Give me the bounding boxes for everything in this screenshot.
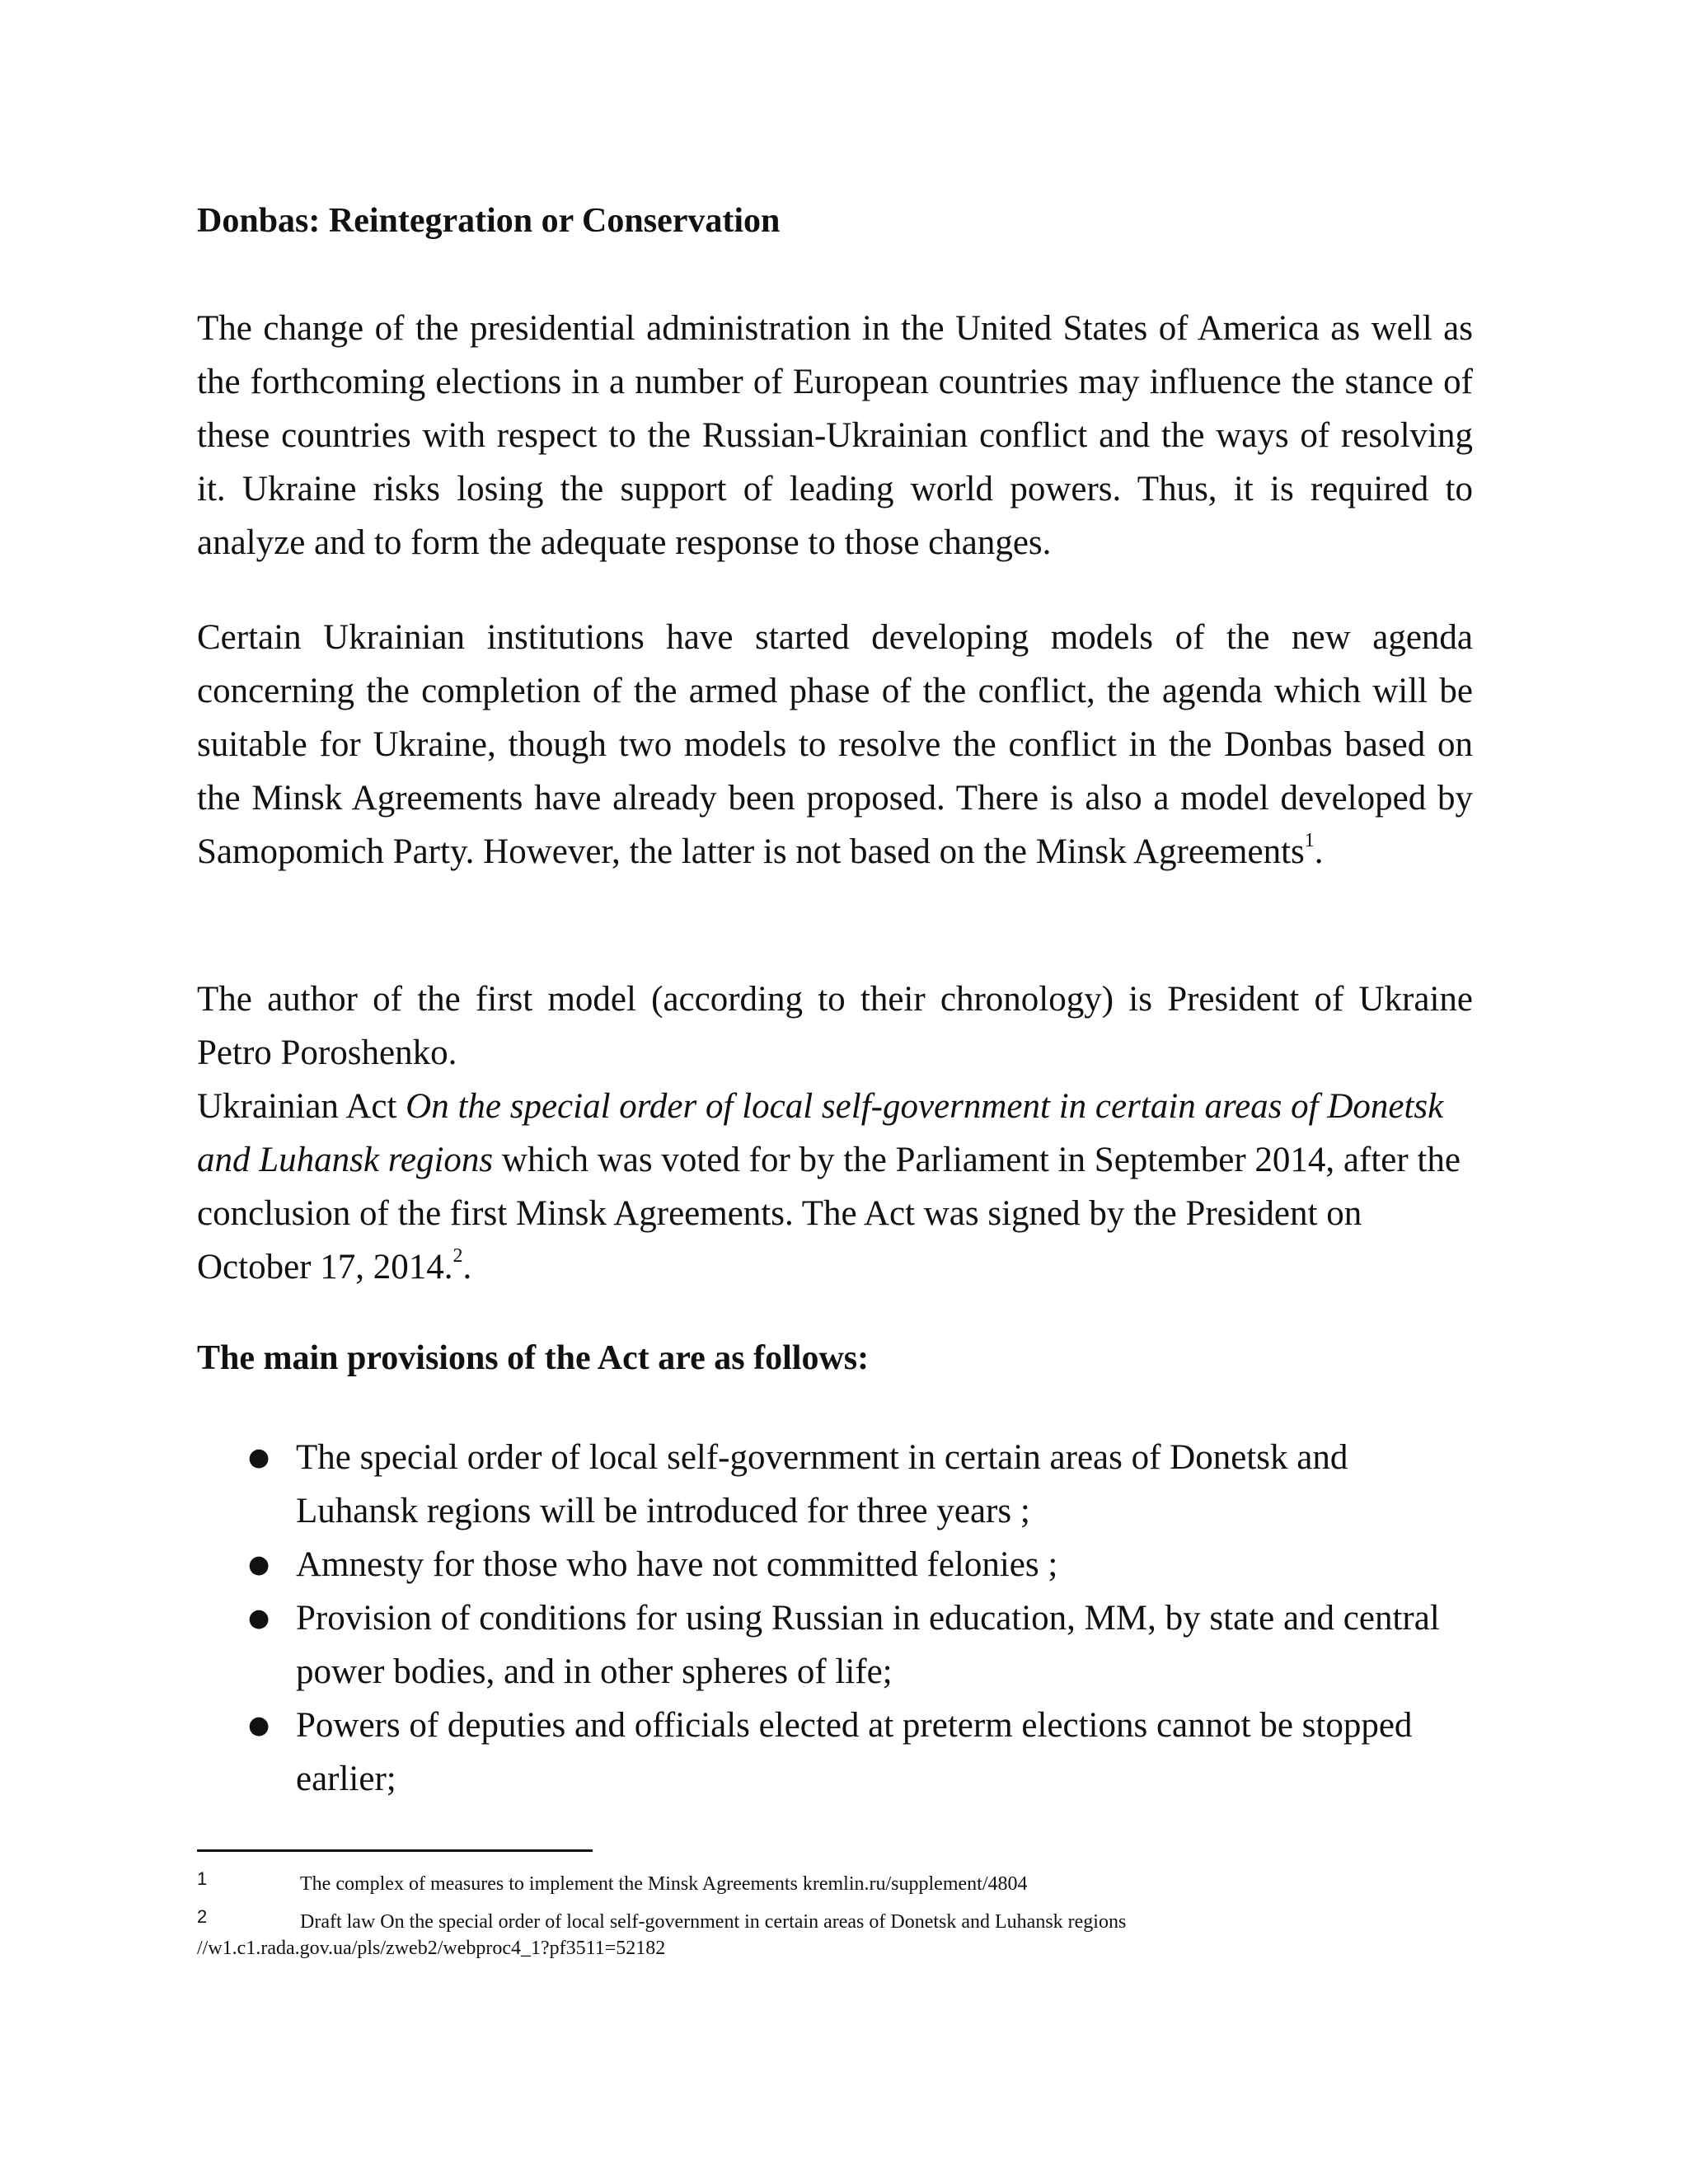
footnote-ref-2[interactable]: 2 [452, 1245, 463, 1267]
footnote-2 [197, 1904, 1483, 1961]
list-item-text: Amnesty for those who have not committed felonies ; [296, 1545, 1058, 1584]
list-item-text: Provision of conditions for using Russian in education, MM, by state and central power bodies, and in other spheres of life; [296, 1599, 1440, 1691]
paragraph-ukrainian-act [197, 1080, 1473, 1294]
provisions-heading: The main provisions of the Act are as follows: [197, 1339, 870, 1377]
footnote-number: 2 [197, 1906, 208, 1927]
list-item [197, 1431, 1473, 1538]
paragraph-models [197, 611, 1473, 879]
footnote-1 [197, 1866, 1483, 1897]
paragraph-act-text: which was voted for by the Parliament in September 2014, after the conclusion of the first Minsk Agreements. The Act was signed by the President on October 17, 2014. [197, 1141, 1461, 1286]
bullet-icon: ● [248, 1711, 270, 1740]
paragraph-act-end: . [462, 1248, 472, 1286]
bullet-icon: ● [248, 1550, 270, 1579]
paragraph-models-end: . [1314, 832, 1324, 871]
footnote-number: 1 [197, 1868, 208, 1889]
footnote-text: Draft law On the special order of local self-government in certain areas of Donetsk and Luhansk regions //w1.c1.rada.gov.ua/pls/zweb2/webproc4_1?pf3511=52182 [197, 1911, 1127, 1959]
list-item [197, 1699, 1473, 1806]
footnote-divider [197, 1849, 593, 1852]
act-title-italic: On the special order of local self-government in certain areas of Donetsk and Luhansk regions [197, 1087, 1444, 1179]
paragraph-models-text: Certain Ukrainian institutions have started developing models of the new agenda concerning the completion of the armed phase of the conflict, the agenda which will be suitable for Ukraine, though two models to resolve the conflict in the Donbas based on the Minsk Agreements have already been proposed. There is also a model developed by Samopomich Party. However, the latter is not based on the Minsk Agreements [197, 618, 1473, 871]
footnote-ref-1[interactable]: 1 [1304, 830, 1315, 851]
list-item [197, 1538, 1473, 1591]
document-title: Donbas: Reintegration or Conservation [197, 202, 781, 240]
bullet-icon: ● [248, 1604, 270, 1633]
list-item-text: The special order of local self-government in certain areas of Donetsk and Luhansk regions will be introduced for three years ; [296, 1438, 1348, 1530]
provisions-list [197, 1431, 1473, 1806]
list-item-text: Powers of deputies and officials elected at preterm elections cannot be stopped earlier; [296, 1706, 1413, 1798]
bullet-icon: ● [248, 1443, 270, 1472]
list-item [197, 1591, 1473, 1699]
paragraph-act-lead: Ukrainian Act [197, 1087, 406, 1126]
paragraph-intro: The change of the presidential administration in the United States of America as well as the forthcoming elections in a number of European countries may influence the stance of these countries with respect to the Russian-Ukrainian conflict and the ways of resolving it. Ukraine risks losing the support of leading world powers. Thus, it is required to analyze and to form the adequate response to those changes. [197, 309, 1473, 562]
footnote-text: The complex of measures to implement the Minsk Agreements kremlin.ru/supplement/4804 [300, 1873, 1028, 1895]
paragraph-first-model: The author of the first model (according to their chronology) is President of Ukraine Petro Poroshenko. [197, 980, 1473, 1072]
